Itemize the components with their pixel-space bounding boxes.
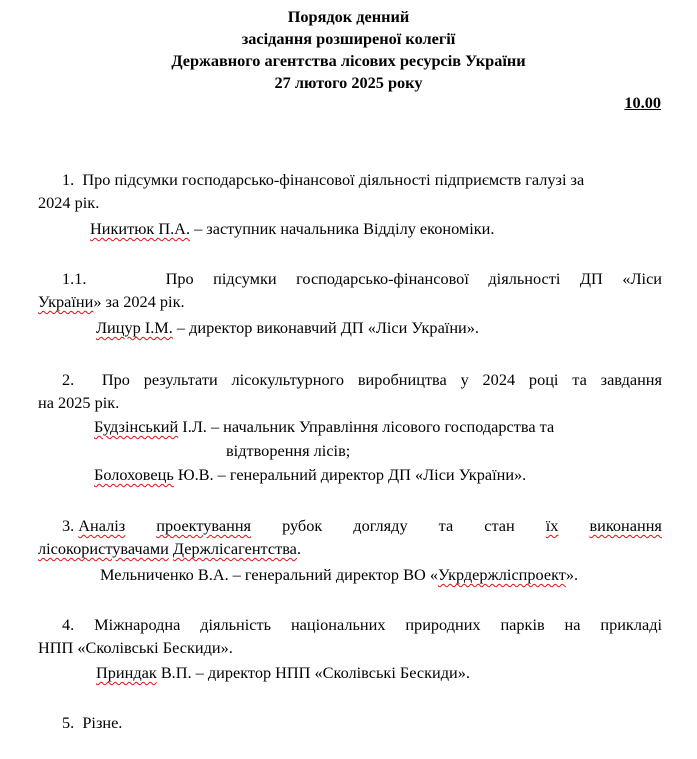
item-3-speaker: [100, 563, 578, 586]
item-text: Про підсумки господарсько-фінансової діяльності підприємств галузі за: [82, 170, 585, 189]
item-word: Держлісагентства: [172, 539, 297, 558]
agenda-item-1-1: [38, 267, 662, 313]
agency-name: Державного агентства лісових ресурсів України: [171, 51, 526, 70]
item-text-cont: 2024 рік.: [38, 193, 100, 212]
item-1-1-speaker: [96, 316, 479, 339]
agenda-item-1: [38, 168, 662, 214]
item-word: догляду: [353, 516, 408, 535]
item-word: їх: [545, 516, 559, 535]
item-2-speaker-1-cont: [226, 439, 350, 462]
item-text: Різне.: [82, 713, 123, 732]
speaker-role: Ю.В. – генеральний директор ДП «Ліси України».: [173, 465, 527, 484]
item-number: 3.: [62, 516, 75, 535]
item-number: 2.: [62, 370, 75, 389]
meeting-time: 10.00: [624, 93, 661, 112]
agenda-item-5: [38, 711, 662, 734]
item-text-cont: НПП «Сколівські Бескиди».: [38, 638, 233, 657]
item-text: Міжнародна діяльність національних природних парків на прикладі: [94, 615, 662, 634]
item-text: Про підсумки господарсько-фінансової діяльності ДП «Ліси: [165, 269, 663, 288]
speaker-role: – заступник начальника Відділу економіки.: [190, 219, 495, 238]
speaker-org: Укрдержліспроект: [437, 565, 566, 584]
speaker-name: Лицур І.М.: [96, 318, 173, 337]
speaker-name: Будзінський: [94, 417, 179, 436]
agenda-item-4: [38, 613, 662, 659]
item-word: Аналіз: [78, 516, 126, 535]
item-1-speaker: [90, 217, 494, 240]
agenda-title: Порядок денний: [287, 7, 410, 26]
item-number: 1.1.: [62, 269, 87, 288]
item-word: рубок: [282, 516, 323, 535]
agenda-header: [0, 6, 697, 94]
item-number: 4.: [62, 615, 75, 634]
item-text: Про результати лісокультурного виробництва у 2024 році та завдання: [101, 370, 662, 389]
item-4-speaker: [96, 661, 470, 684]
item-word: стан: [484, 516, 515, 535]
speaker-name: Приндак: [96, 663, 157, 682]
speaker-role: В.П. – директор НПП «Сколівські Бескиди».: [156, 663, 470, 682]
item-text-word: України: [38, 292, 94, 311]
item-text-end: .: [296, 539, 301, 558]
item-2-speaker-2: [94, 463, 526, 486]
item-text-cont: » за 2024 рік.: [93, 292, 185, 311]
speaker-role: І.Л. – начальник Управління лісового господарства та: [178, 417, 555, 436]
item-2-speaker-1: [94, 415, 554, 438]
speaker-role: Мельниченко В.А. – генеральний директор ВО «: [100, 565, 438, 584]
speaker-role-cont: відтворення лісів;: [226, 441, 351, 460]
item-number: 5.: [62, 713, 75, 732]
item-word: та: [438, 516, 454, 535]
speaker-role-end: ».: [565, 565, 579, 584]
agenda-item-2: [38, 368, 662, 414]
speaker-name: Никитюк П.А.: [90, 219, 191, 238]
item-word: лісокористувачами: [38, 539, 169, 558]
meeting-date: 27 лютого 2025 року: [274, 73, 423, 92]
item-word: проектування: [156, 516, 252, 535]
agenda-subtitle: засідання розширеної колегії: [241, 29, 456, 48]
item-text-cont: на 2025 рік.: [38, 393, 120, 412]
item-number: 1.: [62, 170, 75, 189]
agenda-item-3: [38, 514, 662, 560]
speaker-role: – директор виконавчий ДП «Ліси України».: [172, 318, 479, 337]
item-word: виконання: [589, 516, 662, 535]
speaker-name: Болоховець: [94, 465, 174, 484]
